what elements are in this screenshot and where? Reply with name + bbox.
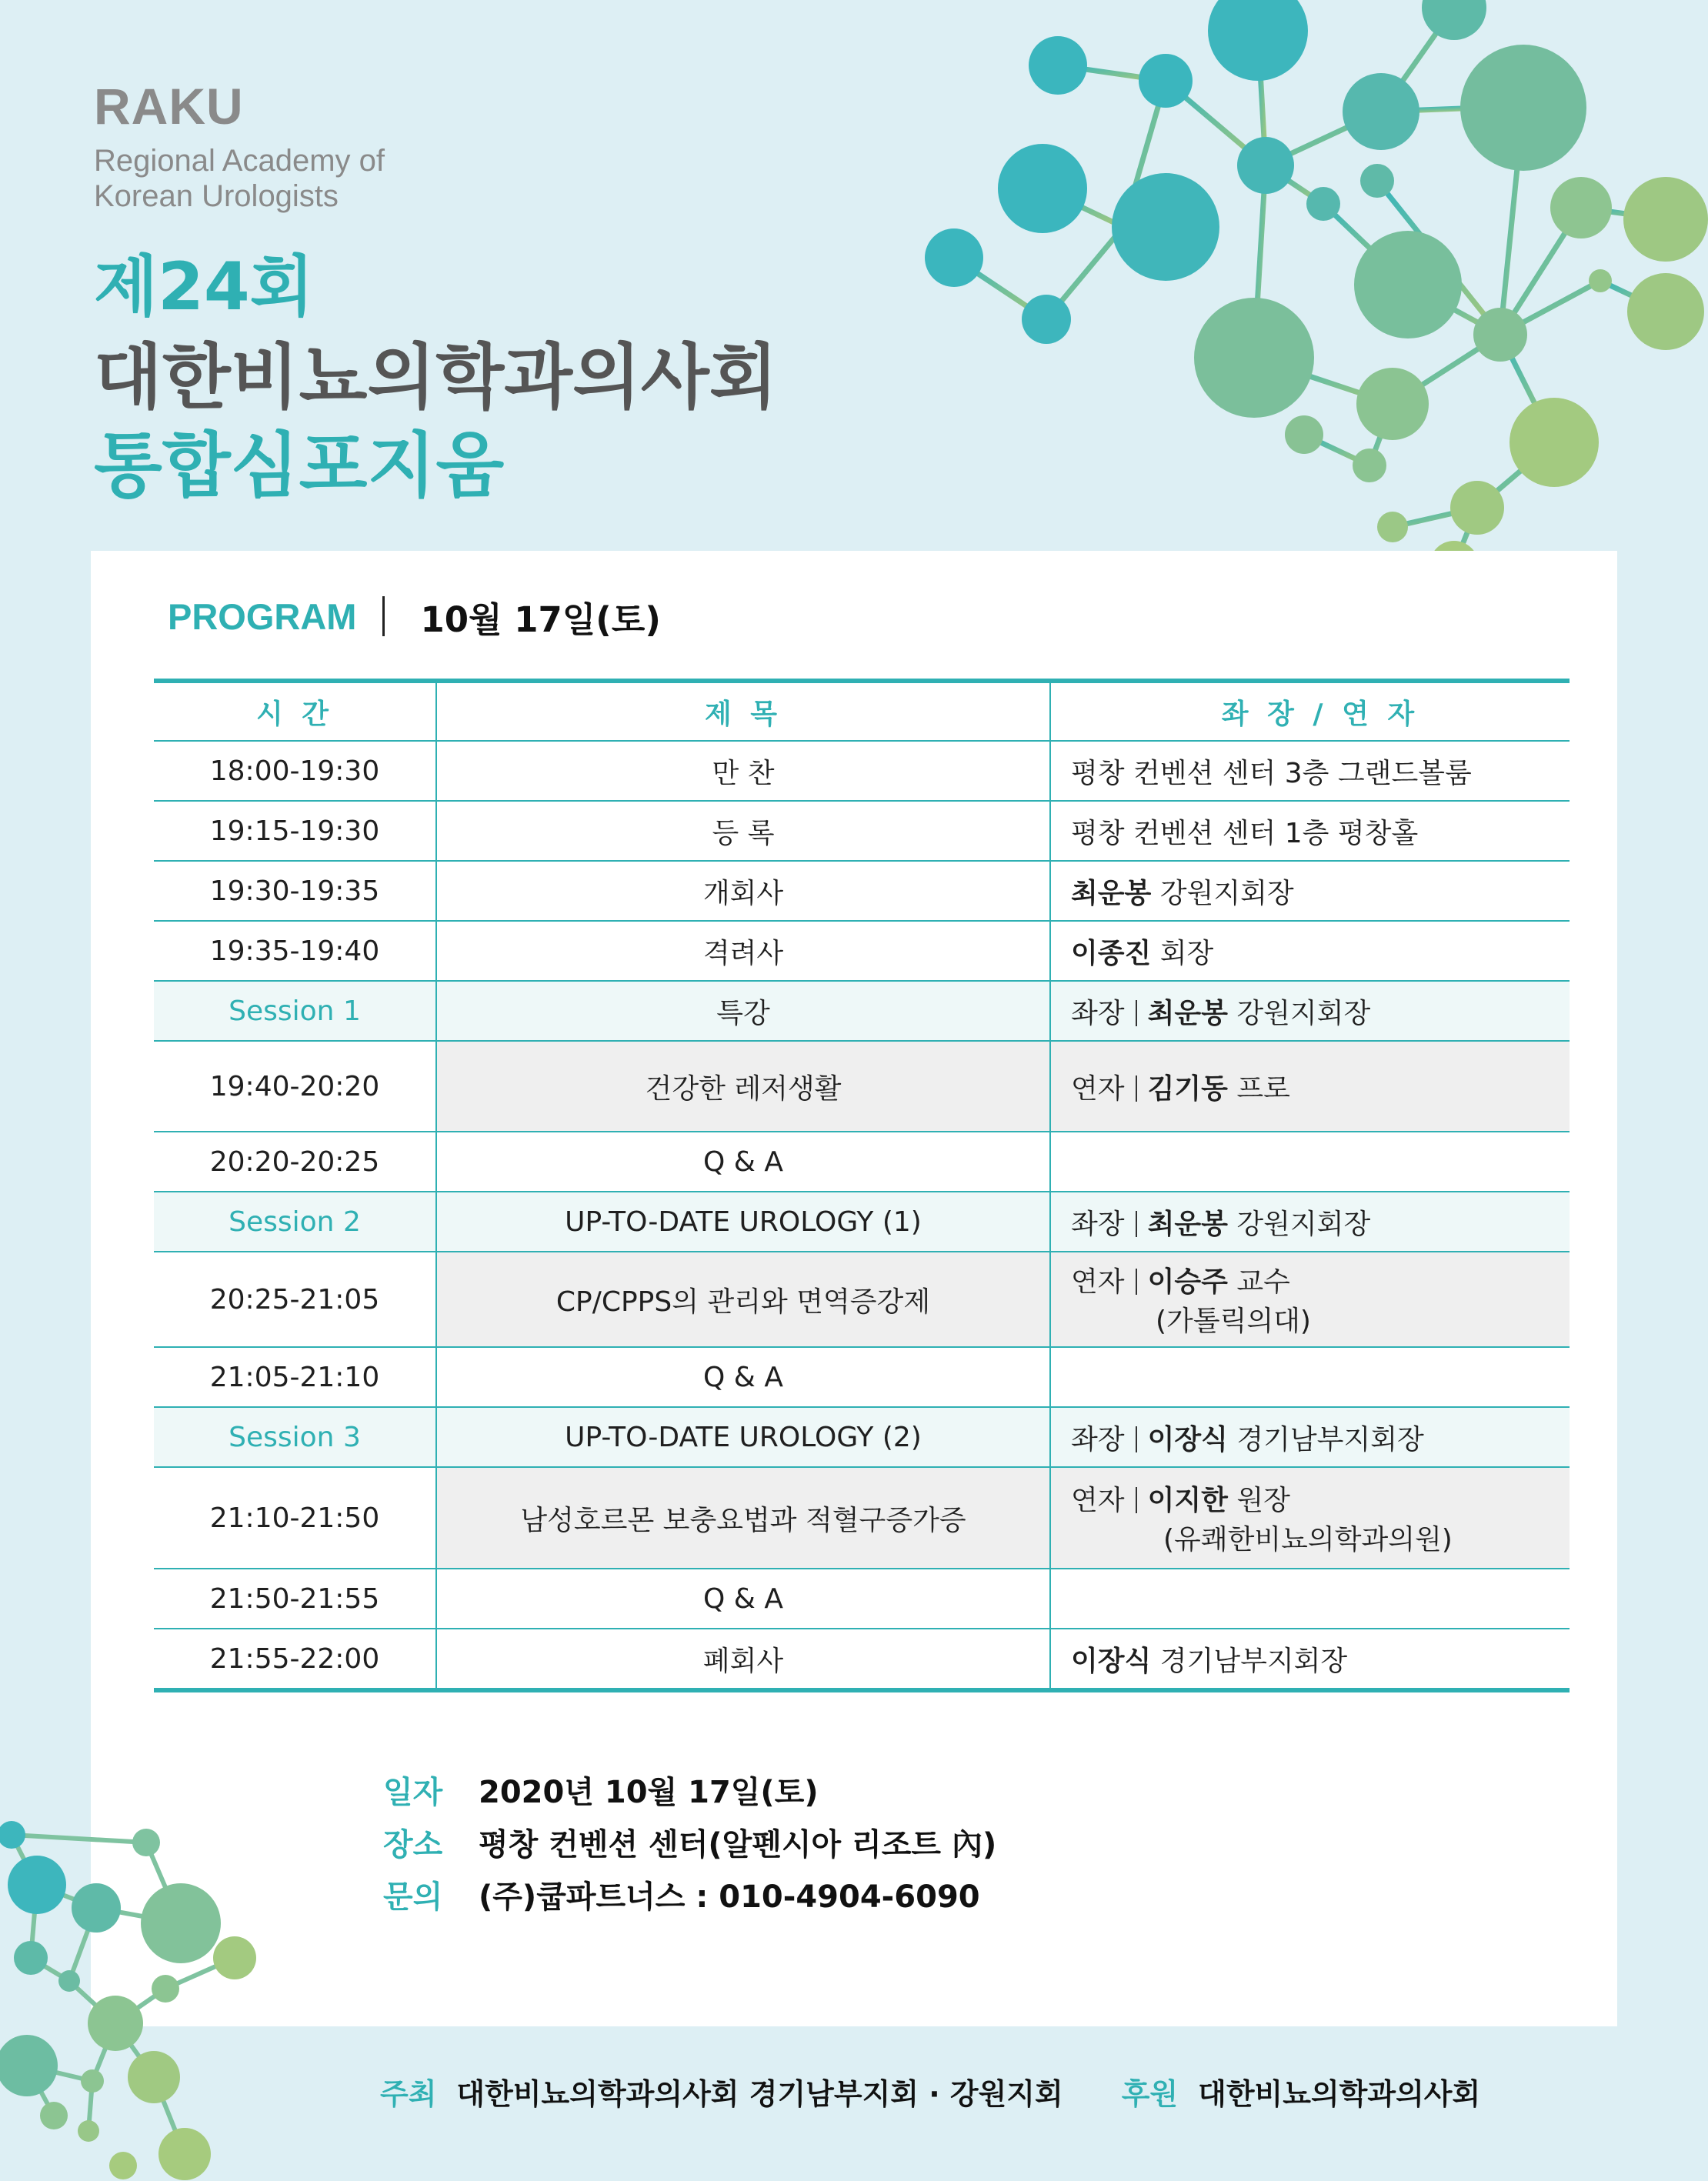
row-info xyxy=(1050,1467,1570,1569)
program-header-divider xyxy=(382,596,385,636)
person-affiliation: (가톨릭의대) xyxy=(1156,1306,1311,1337)
program-date: 10월 17일(토) xyxy=(420,599,661,640)
row-time: 21:10-21:50 xyxy=(154,1467,436,1569)
row-title: CP/CPPS의 관리와 면역증강제 xyxy=(436,1252,1050,1347)
brand-name-line1: Regional Academy of xyxy=(94,144,385,178)
person-name: 이장식 xyxy=(1147,1423,1228,1456)
info-date-row xyxy=(383,1763,996,1816)
person-name: 최운봉 xyxy=(1147,997,1228,1029)
row-info xyxy=(1050,1569,1570,1629)
table-row xyxy=(154,1569,1570,1629)
info-place-row xyxy=(383,1816,996,1868)
row-time: 20:20-20:25 xyxy=(154,1132,436,1192)
program-table xyxy=(154,679,1570,1692)
brand-name-line2: Korean Urologists xyxy=(94,179,339,213)
row-title: 건강한 레저생활 xyxy=(436,1041,1050,1132)
person-title: 경기남부지회장 xyxy=(1151,1645,1348,1677)
role-label: 연자 xyxy=(1071,1485,1125,1516)
person-title: 경기남부지회장 xyxy=(1227,1423,1424,1456)
row-info: 평창 컨벤션 센터 3층 그랜드볼룸 xyxy=(1050,741,1570,801)
person-title: 강원지회장 xyxy=(1227,997,1371,1029)
row-info xyxy=(1050,861,1570,921)
role-divider xyxy=(1136,1426,1137,1452)
row-info xyxy=(1050,1407,1570,1467)
person-affiliation: (유쾌한비뇨의학과의원) xyxy=(1163,1524,1453,1556)
host-value: 대한비뇨의학과의사회 경기남부지회 · 강원지회 xyxy=(456,2076,1063,2111)
row-title: Q & A xyxy=(436,1347,1050,1407)
row-time: 19:40-20:20 xyxy=(154,1041,436,1132)
table-row xyxy=(154,1252,1570,1347)
person-title: 강원지회장 xyxy=(1227,1208,1371,1240)
row-title: 폐회사 xyxy=(436,1629,1050,1690)
person-name: 김기동 xyxy=(1147,1072,1228,1105)
person-name: 이종진 xyxy=(1071,937,1152,969)
table-row xyxy=(154,741,1570,801)
session-label: Session 2 xyxy=(154,1192,436,1252)
row-title: 개회사 xyxy=(436,861,1050,921)
role-divider xyxy=(1136,1211,1137,1237)
table-row xyxy=(154,1041,1570,1132)
role-label: 좌장 xyxy=(1071,997,1125,1029)
person-title: 회장 xyxy=(1151,937,1214,969)
row-title: 만 찬 xyxy=(436,741,1050,801)
role-label: 연자 xyxy=(1071,1266,1125,1298)
row-title: UP-TO-DATE UROLOGY (1) xyxy=(436,1192,1050,1252)
info-place-label: 장소 xyxy=(383,1826,443,1863)
session-label: Session 3 xyxy=(154,1407,436,1467)
header-speaker: 좌 장 / 연 자 xyxy=(1050,681,1570,741)
molecule-graphic-bottom-left xyxy=(0,1792,323,2181)
row-info xyxy=(1050,1629,1570,1690)
row-info xyxy=(1050,921,1570,981)
event-number: 제24회 xyxy=(94,248,314,325)
row-time: 18:00-19:30 xyxy=(154,741,436,801)
session-row xyxy=(154,1192,1570,1252)
row-info xyxy=(1050,1041,1570,1132)
speaker-line xyxy=(1071,1479,1570,1518)
row-time: 21:50-21:55 xyxy=(154,1569,436,1629)
row-title: Q & A xyxy=(436,1569,1050,1629)
table-row xyxy=(154,1132,1570,1192)
table-row xyxy=(154,921,1570,981)
session-row xyxy=(154,981,1570,1041)
speaker-line xyxy=(1071,1260,1570,1299)
person-name: 이승주 xyxy=(1147,1266,1228,1298)
row-time: 19:30-19:35 xyxy=(154,861,436,921)
row-time: 19:15-19:30 xyxy=(154,801,436,861)
role-label: 좌장 xyxy=(1071,1208,1125,1240)
role-label: 좌장 xyxy=(1071,1423,1125,1456)
program-header xyxy=(168,592,661,640)
row-time: 19:35-19:40 xyxy=(154,921,436,981)
host-label: 주최 xyxy=(380,2076,437,2111)
session-label: Session 1 xyxy=(154,981,436,1041)
brand-acronym: RAKU xyxy=(94,78,244,135)
table-header-row xyxy=(154,681,1570,741)
row-time: 21:55-22:00 xyxy=(154,1629,436,1690)
row-time: 20:25-21:05 xyxy=(154,1252,436,1347)
footer-credits xyxy=(380,2068,1539,2114)
row-info xyxy=(1050,1347,1570,1407)
table-row xyxy=(154,1347,1570,1407)
table-row xyxy=(154,861,1570,921)
row-title: 남성호르몬 보충요법과 적혈구증가증 xyxy=(436,1467,1050,1569)
role-divider xyxy=(1136,1000,1137,1026)
table-row xyxy=(154,1629,1570,1690)
row-info xyxy=(1050,981,1570,1041)
session-row xyxy=(154,1407,1570,1467)
header-title: 제 목 xyxy=(436,681,1050,741)
person-name: 이장식 xyxy=(1071,1645,1152,1677)
brand-full-name xyxy=(94,143,385,214)
sponsor-value: 대한비뇨의학과의사회 xyxy=(1198,2076,1481,2111)
header-time: 시 간 xyxy=(154,681,436,741)
row-title: 격려사 xyxy=(436,921,1050,981)
row-time: 21:05-21:10 xyxy=(154,1347,436,1407)
event-name: 통합심포지움 xyxy=(94,425,505,507)
info-contact-value: (주)쿱파트너스 : 010-4904-6090 xyxy=(479,1879,980,1915)
sponsor-label: 후원 xyxy=(1121,2076,1179,2111)
row-title: 특강 xyxy=(436,981,1050,1041)
role-divider xyxy=(1136,1269,1137,1295)
row-title: UP-TO-DATE UROLOGY (2) xyxy=(436,1407,1050,1467)
info-contact-label: 문의 xyxy=(383,1879,443,1915)
table-row xyxy=(154,801,1570,861)
row-title: Q & A xyxy=(436,1132,1050,1192)
row-info xyxy=(1050,1132,1570,1192)
person-title: 원장 xyxy=(1227,1485,1290,1516)
event-organization: 대한비뇨의학과의사회 xyxy=(94,336,778,419)
row-info: 평창 컨벤션 센터 1층 평창홀 xyxy=(1050,801,1570,861)
person-title: 강원지회장 xyxy=(1151,877,1294,909)
person-title: 교수 xyxy=(1227,1266,1290,1298)
info-contact-row xyxy=(383,1868,996,1920)
person-name: 최운봉 xyxy=(1071,877,1152,909)
person-name: 이지한 xyxy=(1147,1485,1228,1516)
person-name: 최운봉 xyxy=(1147,1208,1228,1240)
row-title: 등 록 xyxy=(436,801,1050,861)
event-info xyxy=(383,1763,996,1920)
role-divider xyxy=(1136,1075,1137,1102)
info-place-value: 평창 컨벤션 센터(알펜시아 리조트 內) xyxy=(479,1826,997,1863)
row-info xyxy=(1050,1252,1570,1347)
role-divider xyxy=(1136,1487,1137,1513)
row-info xyxy=(1050,1192,1570,1252)
role-label: 연자 xyxy=(1071,1072,1125,1105)
table-row xyxy=(154,1467,1570,1569)
program-label: PROGRAM xyxy=(168,595,357,637)
info-date-value: 2020년 10월 17일(토) xyxy=(479,1774,819,1810)
info-date-label: 일자 xyxy=(383,1774,443,1810)
person-title: 프로 xyxy=(1227,1072,1290,1105)
